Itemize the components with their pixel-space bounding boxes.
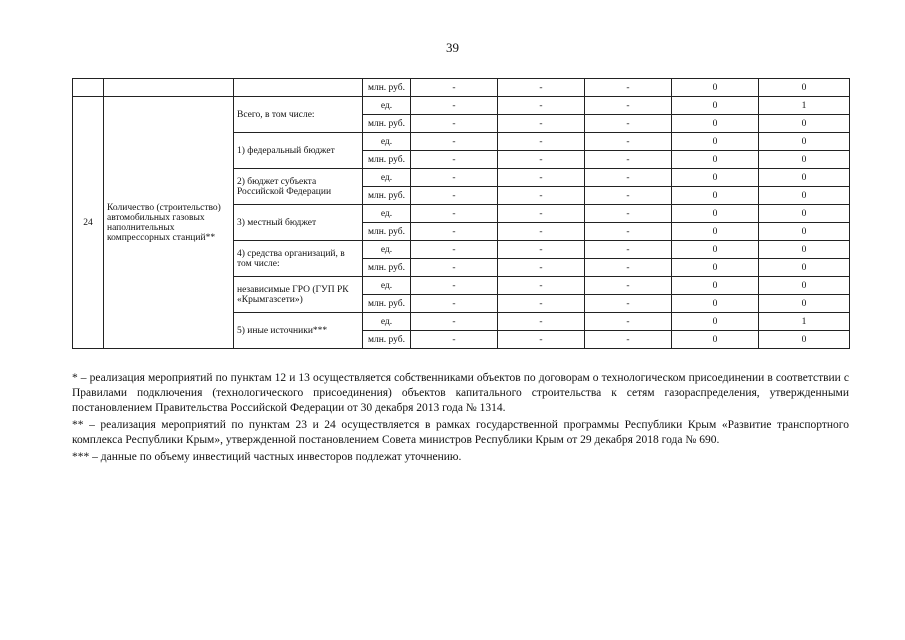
value-cell: - bbox=[498, 241, 585, 259]
footnote: *** – данные по объему инвестиций частных инвесторов подлежат уточнению. bbox=[72, 451, 462, 463]
value-cell: 0 bbox=[672, 169, 759, 187]
funding-source-cell: 5) иные источники*** bbox=[234, 313, 363, 349]
unit-cell: ед. bbox=[363, 133, 411, 151]
value-cell: 0 bbox=[759, 133, 850, 151]
value-cell: - bbox=[498, 223, 585, 241]
value-cell: - bbox=[411, 169, 498, 187]
value-cell: - bbox=[585, 241, 672, 259]
row-number-cell: 24 bbox=[73, 97, 104, 349]
value-cell: - bbox=[585, 331, 672, 349]
unit-cell: млн. руб. bbox=[363, 79, 411, 97]
funding-source-cell: 1) федеральный бюджет bbox=[234, 133, 363, 169]
value-cell: - bbox=[498, 79, 585, 97]
investment-table bbox=[72, 78, 850, 349]
value-cell: - bbox=[585, 133, 672, 151]
value-cell: 0 bbox=[759, 223, 850, 241]
value-cell: - bbox=[498, 277, 585, 295]
value-cell: - bbox=[498, 169, 585, 187]
value-cell: 0 bbox=[672, 151, 759, 169]
funding-source-cell bbox=[234, 79, 363, 97]
value-cell: - bbox=[411, 205, 498, 223]
table-row bbox=[73, 97, 850, 115]
value-cell: 0 bbox=[672, 223, 759, 241]
value-cell: - bbox=[411, 259, 498, 277]
value-cell: 0 bbox=[672, 133, 759, 151]
value-cell: - bbox=[411, 151, 498, 169]
table-row bbox=[73, 79, 850, 97]
value-cell: 0 bbox=[759, 79, 850, 97]
indicator-name-cell bbox=[104, 79, 234, 97]
unit-cell: млн. руб. bbox=[363, 259, 411, 277]
funding-source-cell: 4) средства организаций, в том числе: bbox=[234, 241, 363, 277]
value-cell: - bbox=[411, 241, 498, 259]
unit-cell: ед. bbox=[363, 169, 411, 187]
footnote: ** – реализация мероприятий по пунктам 23 и 24 осуществляется в рамках государственной программы Республики Крым «Развитие транспортного комплекса Республики Крым», утвержденной постановлением Совета министров Республики Крым от 29 декабря 2018 года № 690. bbox=[72, 419, 849, 446]
unit-cell: млн. руб. bbox=[363, 115, 411, 133]
unit-cell: ед. bbox=[363, 313, 411, 331]
value-cell: 0 bbox=[759, 277, 850, 295]
value-cell: 0 bbox=[672, 241, 759, 259]
value-cell: - bbox=[411, 277, 498, 295]
value-cell: - bbox=[585, 277, 672, 295]
value-cell: 0 bbox=[672, 115, 759, 133]
value-cell: - bbox=[411, 313, 498, 331]
unit-cell: ед. bbox=[363, 97, 411, 115]
footnote: * – реализация мероприятий по пунктам 12 и 13 осуществляется собственниками объектов по договорам о технологическом присоединении в соответствии с Правилами подключения (технологического присоединения) объектов капитального строительства к сетям газораспределения, утвержденными постановлением Правительства Российской Федерации от 30 декабря 2013 года № 1314. bbox=[72, 372, 849, 414]
row-number-cell bbox=[73, 79, 104, 97]
value-cell: 0 bbox=[672, 187, 759, 205]
value-cell: - bbox=[411, 331, 498, 349]
value-cell: - bbox=[585, 151, 672, 169]
page-number: 39 bbox=[446, 40, 459, 55]
value-cell: - bbox=[498, 97, 585, 115]
value-cell: - bbox=[498, 133, 585, 151]
value-cell: - bbox=[411, 115, 498, 133]
value-cell: 0 bbox=[759, 331, 850, 349]
value-cell: - bbox=[585, 79, 672, 97]
value-cell: - bbox=[498, 205, 585, 223]
value-cell: 0 bbox=[759, 241, 850, 259]
unit-cell: млн. руб. bbox=[363, 331, 411, 349]
funding-source-cell: независимые ГРО (ГУП РК «Крымгазсети») bbox=[234, 277, 363, 313]
unit-cell: ед. bbox=[363, 277, 411, 295]
value-cell: 1 bbox=[759, 313, 850, 331]
value-cell: - bbox=[411, 223, 498, 241]
value-cell: - bbox=[585, 97, 672, 115]
value-cell: - bbox=[411, 295, 498, 313]
value-cell: - bbox=[411, 187, 498, 205]
value-cell: - bbox=[585, 259, 672, 277]
funding-source-cell: 3) местный бюджет bbox=[234, 205, 363, 241]
footnotes bbox=[72, 371, 849, 467]
value-cell: - bbox=[585, 295, 672, 313]
value-cell: - bbox=[411, 79, 498, 97]
unit-cell: ед. bbox=[363, 205, 411, 223]
value-cell: - bbox=[411, 97, 498, 115]
value-cell: - bbox=[498, 259, 585, 277]
value-cell: - bbox=[585, 115, 672, 133]
value-cell: - bbox=[585, 187, 672, 205]
value-cell: - bbox=[498, 151, 585, 169]
unit-cell: млн. руб. bbox=[363, 187, 411, 205]
value-cell: - bbox=[498, 313, 585, 331]
unit-cell: ед. bbox=[363, 241, 411, 259]
value-cell: 0 bbox=[759, 259, 850, 277]
value-cell: - bbox=[585, 169, 672, 187]
indicator-name-cell: Количество (строительство) автомобильных газовых наполнительных компрессорных станций** bbox=[104, 97, 234, 349]
funding-source-cell: 2) бюджет субъекта Российской Федерации bbox=[234, 169, 363, 205]
value-cell: - bbox=[498, 187, 585, 205]
value-cell: 0 bbox=[759, 115, 850, 133]
value-cell: 0 bbox=[672, 97, 759, 115]
value-cell: 0 bbox=[672, 277, 759, 295]
value-cell: 0 bbox=[759, 169, 850, 187]
funding-source-cell: Всего, в том числе: bbox=[234, 97, 363, 133]
value-cell: 0 bbox=[759, 205, 850, 223]
table-body bbox=[73, 79, 850, 349]
value-cell: - bbox=[498, 331, 585, 349]
value-cell: - bbox=[498, 295, 585, 313]
unit-cell: млн. руб. bbox=[363, 151, 411, 169]
value-cell: 0 bbox=[672, 331, 759, 349]
value-cell: 0 bbox=[672, 205, 759, 223]
value-cell: 0 bbox=[672, 295, 759, 313]
value-cell: 0 bbox=[672, 259, 759, 277]
value-cell: - bbox=[585, 205, 672, 223]
value-cell: - bbox=[498, 115, 585, 133]
unit-cell: млн. руб. bbox=[363, 295, 411, 313]
value-cell: 1 bbox=[759, 97, 850, 115]
value-cell: - bbox=[411, 133, 498, 151]
value-cell: 0 bbox=[759, 295, 850, 313]
value-cell: 0 bbox=[672, 79, 759, 97]
value-cell: 0 bbox=[759, 151, 850, 169]
unit-cell: млн. руб. bbox=[363, 223, 411, 241]
value-cell: 0 bbox=[672, 313, 759, 331]
value-cell: 0 bbox=[759, 187, 850, 205]
value-cell: - bbox=[585, 223, 672, 241]
value-cell: - bbox=[585, 313, 672, 331]
